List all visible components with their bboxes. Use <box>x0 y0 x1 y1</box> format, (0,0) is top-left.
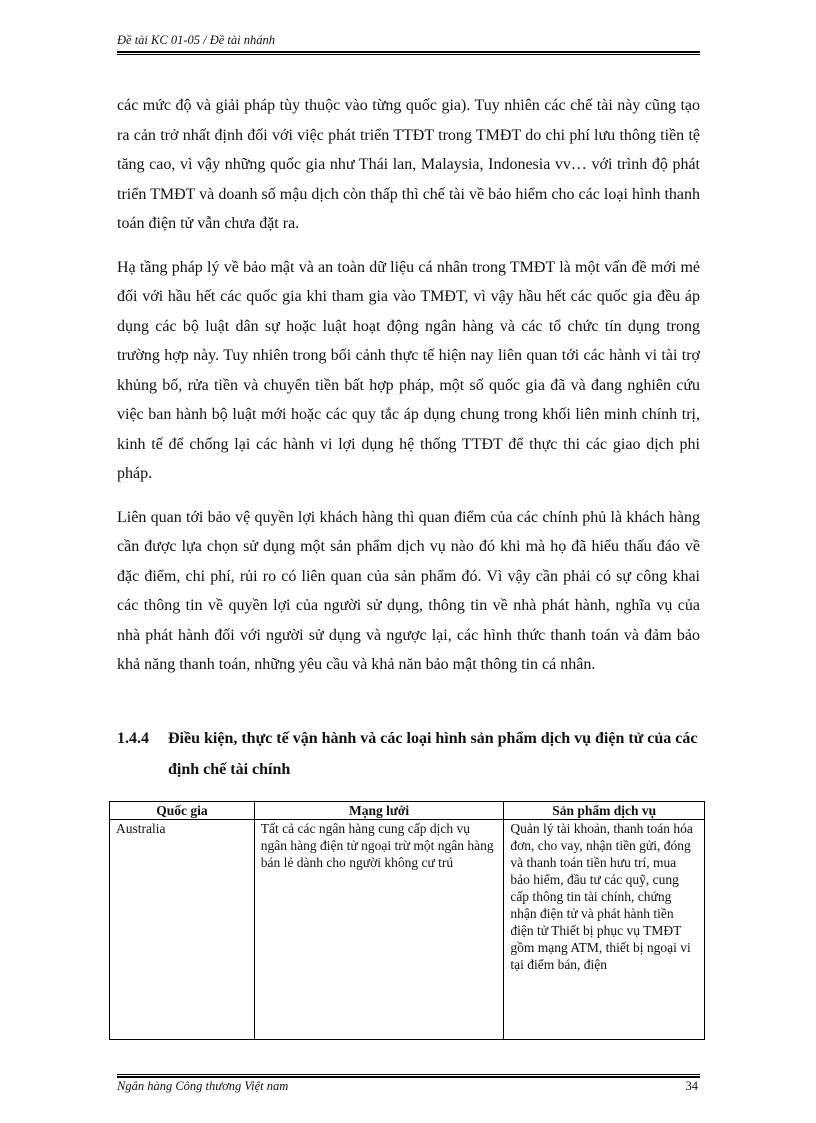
services-table <box>109 801 705 1040</box>
paragraph: Hạ tầng pháp lý về bảo mật và an toàn dữ liệu cá nhân trong TMĐT là một vấn đề mới mẻ đối với hầu hết các quốc gia khi tham gia vào TMĐT, vì vậy hầu hết các quốc gia đều áp dụng các bộ luật dân sự hoặc luật hoạt động ngân hàng và các tổ chức tín dụng trong trường hợp này. Tuy nhiên trong bối cảnh thực tế hiện nay liên quan tới các hành vi tài trợ khủng bố, rửa tiền và chuyển tiền bất hợp pháp, một số quốc gia đã và đang nghiên cứu việc ban hành bộ luật mới hoặc các quy tắc áp dụng chung trong khối liên minh chính trị, kinh tế để chống lại các hành vi lợi dụng hệ thống TTĐT để thực thi các giao dịch phi pháp. <box>117 258 700 482</box>
footer-rule <box>117 1074 700 1078</box>
section-number: 1.4.4 <box>117 730 149 747</box>
page-footer <box>117 1079 698 1094</box>
footer-text: Ngân hàng Công thương Việt nam <box>117 1079 289 1093</box>
table-row <box>110 820 705 1040</box>
column-header-network: Mạng lưới <box>254 802 504 820</box>
paragraph: các mức độ và giải pháp tùy thuộc vào từng quốc gia). Tuy nhiên các chế tài này cũng tạo ra cản trở nhất định đối với việc phát triển TTĐT trong TMĐT do chi phí lưu thông tiền tệ tăng cao, vì vậy những quốc gia như Thái lan, Malaysia, Indonesia vv… với trình độ phát triển TMĐT và doanh số mậu dịch còn thấp thì chế tài về bảo hiểm cho các loại hình thanh toán điện tử vẫn chưa đặt ra. <box>117 97 700 232</box>
page-header: Đề tài KC 01-05 / Đề tài nhánh <box>117 33 275 47</box>
body-text <box>117 91 700 694</box>
cell-products: Quản lý tài khoản, thanh toán hóa đơn, cho vay, nhận tiền gửi, đóng và thanh toán tiền hưu trí, mua bảo hiểm, đầu tư các quỹ, cung cấp thông tin tài chính, chứng nhận điện tử và phát hành tiền điện tử Thiết bị phục vụ TMĐT gồm mạng ATM, thiết bị ngoại vi tại điểm bán, điện <box>504 820 705 1040</box>
column-header-country: Quốc gia <box>110 802 255 820</box>
paragraph: Liên quan tới bảo vệ quyền lợi khách hàng thì quan điểm của các chính phủ là khách hàng cần được lựa chọn sử dụng một sản phẩm dịch vụ nào đó khi mà họ đã hiểu thấu đáo về đặc điểm, chi phí, rủi ro có liên quan của sản phẩm đó. Vì vậy cần phải có sự công khai các thông tin về quyền lợi của người sử dụng, thông tin về nhà phát hành, nghĩa vụ của nhà phát hành đối với người sử dụng và ngược lại, các hình thức thanh toán và đảm bảo khả năng thanh toán, những yêu cầu và khả năn bảo mật thông tin cá nhân. <box>117 508 700 673</box>
cell-country: Australia <box>110 820 255 1040</box>
section-title: Điều kiện, thực tế vận hành và các loại hình sản phẩm dịch vụ điện tử của các định chế tài chính <box>168 730 698 778</box>
header-rule <box>117 51 700 55</box>
page-number: 34 <box>685 1079 698 1093</box>
column-header-products: Sản phẩm dịch vụ <box>504 802 705 820</box>
table-header-row <box>110 802 705 820</box>
section-heading <box>117 723 700 785</box>
cell-network: Tất cả các ngân hàng cung cấp dịch vụ ngân hàng điện tử ngoại trừ một ngân hàng bán lẻ dành cho người không cư trú <box>254 820 504 1040</box>
